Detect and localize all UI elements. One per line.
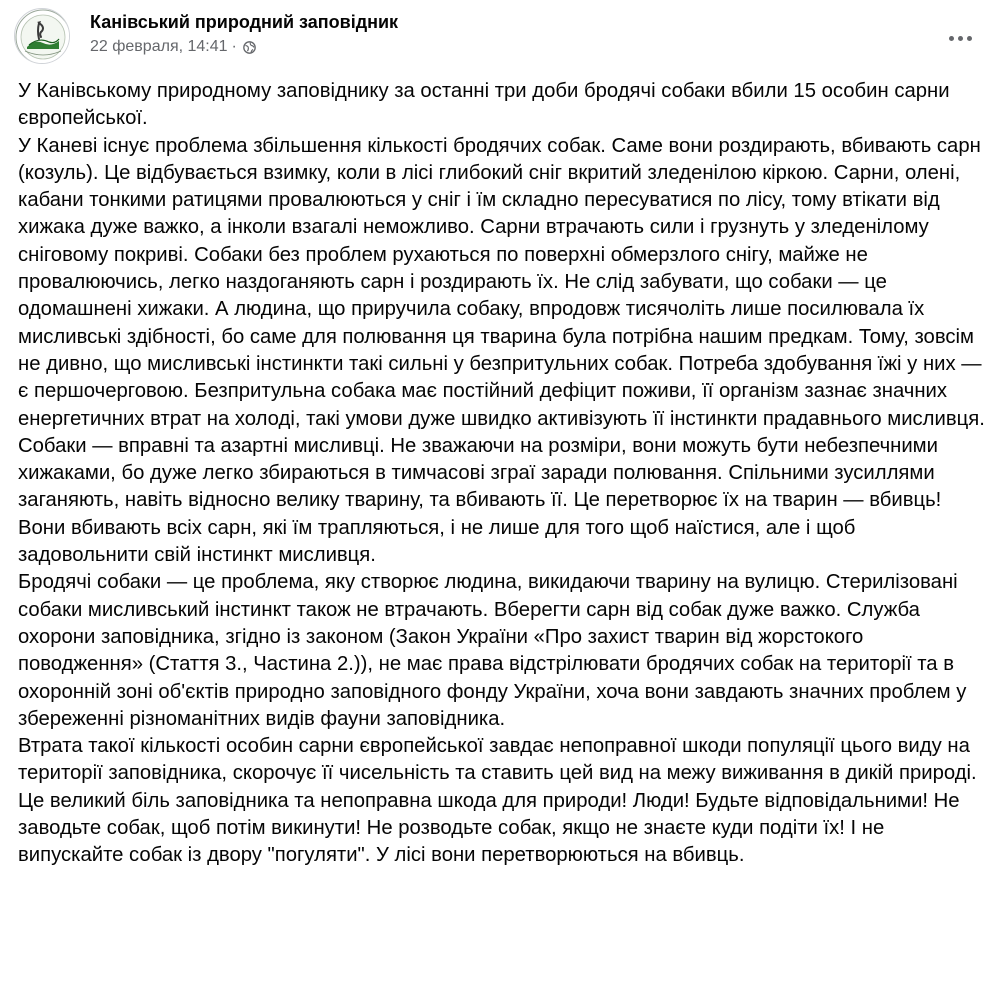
meta-separator: ·: [231, 38, 237, 55]
post-body: [18, 78, 991, 870]
post-header: [14, 8, 986, 64]
post-date-link[interactable]: 22 февраля, 14:41: [90, 38, 228, 55]
globe-icon: [243, 41, 256, 54]
post-options-button[interactable]: [942, 20, 978, 56]
post-meta: [90, 38, 256, 56]
more-horizontal-icon: [949, 36, 972, 41]
post-paragraph-3: Бродячі собаки — це проблема, яку створює людина, викидаючи тварину на вулицю. Стерилізовані собаки мисливський інстинкт також не втрачають. Вберегти сарн від собак дуже важко. Служба охорони заповідника, згідно із законом (Закон України «Про захист тварин від жорстокого поводження» (Стаття 3., Частина 2.)), не має права відстрілювати бродячих собак на території та в охоронній зоні об'єктів природно заповідного фонду України, хоча вони завдають значних проблем у збереженні різноманітних видів фауни заповідника.: [18, 571, 972, 730]
page-name-link[interactable]: Канівський природний заповідник: [90, 12, 399, 32]
page-avatar[interactable]: [14, 8, 70, 64]
post-paragraph-2: У Каневі існує проблема збільшення кількості бродячих собак. Саме вони роздирають, вбивають сарн (козуль). Це відбувається взимку, коли в лісі глибокий сніг вкритий зледенілою кіркою. Сарни, олені, кабани тонкими ратицями провалюються у сніг і їм складно пересуватися по лісу, тому втікати від хижака дуже важко, а інколи взагалі неможливо. Сарни втрачають сили і грузнуть у зледенілому сніговому покриві. Собаки без проблем рухаються по поверхні обмерзлого снігу, майже не провалюючись, легко наздоганяють сарн і роздирають їх. Не слід забувати, що собаки — це одомашнені хижаки. А людина, що приручила собаку, впродовж тисячоліть лише посилювала їх мисливські здібності, бо саме для полювання ця тварина була потрібна нашим предкам. Тому, зовсім не дивно, що мисливські інстинкти такі сильні у безпритульних собак. Потреба здобування їжі у них — є першочерговою. Безпритульна собака має постійний дефіцит поживи, її організм зазнає значних енергетичних втрат на холоді, такі умови дуже швидко активізують її інстинкти прадавнього мисливця. Собаки — вправні та азартні мисливці. Не зважаючи на розміри, вони можуть бути небезпечними хижаками, бо дуже легко збираються в тимчасові зграї заради полювання. Спільними зусиллями заганяють, навіть відносно велику тварину, та вбивають її. Це перетворює їх на тварин — вбивць! Вони вбивають всіх сарн, які їм трапляються, і не лише для того щоб наїстися, але і щоб задовольнити свій інстинкт мисливця.: [18, 134, 991, 567]
post-paragraph-1: У Канівському природному заповіднику за останні три доби бродячі собаки вбили 15 особин сарни європейської.: [18, 80, 956, 130]
reserve-logo-icon: [15, 9, 70, 64]
post-paragraph-4: Втрата такої кількості особин сарни європейської завдає непоправної шкоди популяції цього виду на території заповідника, скорочує її чисельність та ставить цей вид на межу виживання в дикій природі. Це великий біль заповідника та непоправна шкода для природи! Люди! Будьте відповідальними! Не заводьте собак, щоб потім викинути! Не розводьте собак, якщо не знаєте куди подіти їх! І не випускайте собак із двору "погуляти". У лісі вони перетворюються на вбивць.: [18, 735, 983, 867]
